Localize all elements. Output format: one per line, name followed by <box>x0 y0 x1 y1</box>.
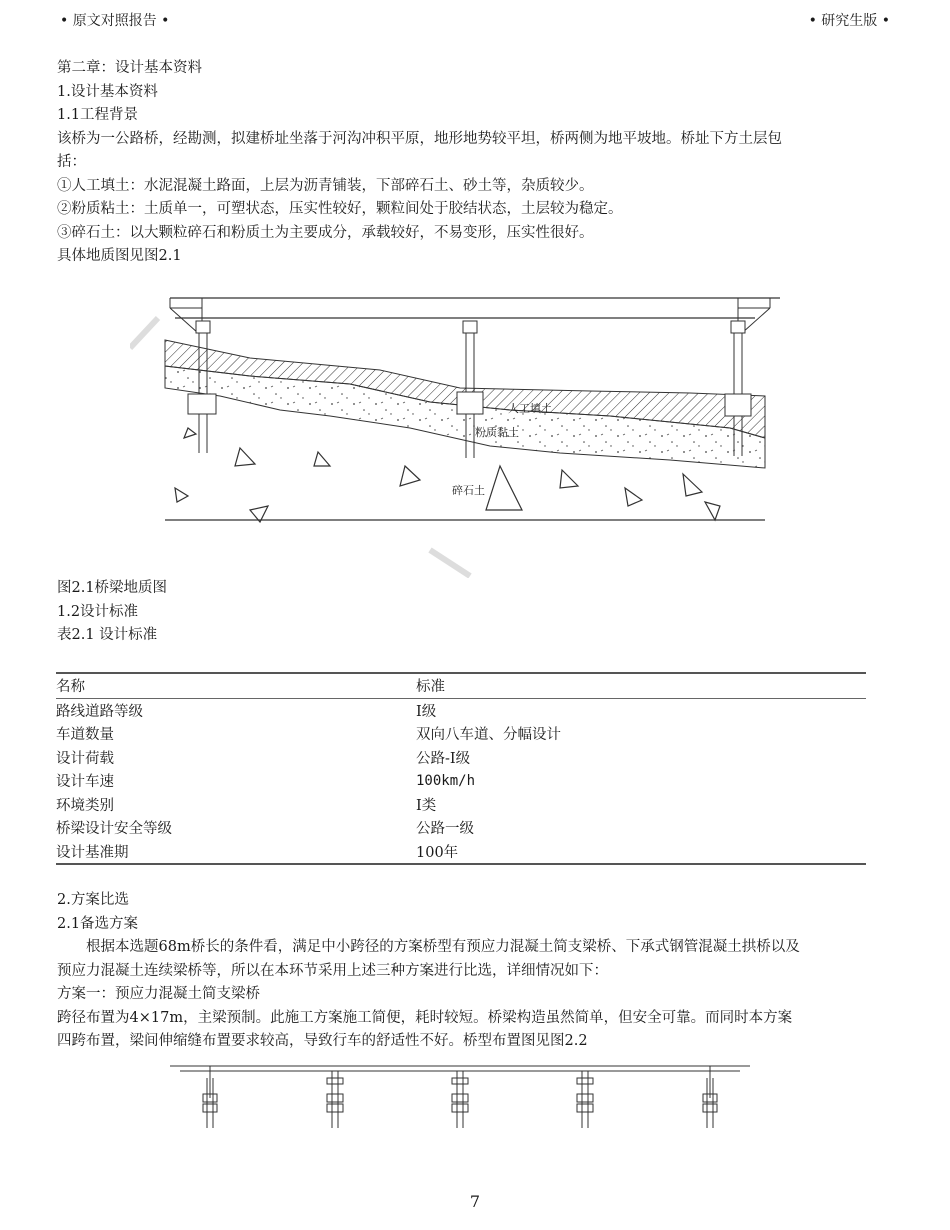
header-standard: 标准 <box>416 679 445 696</box>
table-row <box>56 769 866 793</box>
cell: 桥梁设计安全等级 <box>56 821 172 838</box>
header-left: • 原文对照报告 • <box>60 13 170 29</box>
paragraph-2-line-2: 四跨布置，梁间伸缩缝布置要求较高，导致行车的舒适性不好。桥型布置图见图2.2 <box>57 1033 588 1049</box>
design-standards-table <box>56 672 866 865</box>
header-right: • 研究生版 • <box>808 13 890 29</box>
header-name: 名称 <box>56 679 85 696</box>
intro-line-2: 括： <box>57 154 86 170</box>
plan-1-title: 方案一：预应力混凝土简支梁桥 <box>57 986 260 1002</box>
section-1 <box>57 57 877 269</box>
cell: 公路-Ⅰ级 <box>416 750 471 767</box>
table-row <box>56 722 866 746</box>
geology-figure <box>130 288 780 578</box>
table-row <box>56 698 866 722</box>
paragraph-1-line-2: 预应力混凝土连续梁桥等，所以在本环节采用上述三种方案进行比选，详细情况如下： <box>57 962 608 979</box>
section-1-2 <box>57 577 877 648</box>
cell: 100km/h <box>416 772 476 789</box>
heading-2: 2.方案比选 <box>57 892 129 908</box>
section-2 <box>57 889 877 1054</box>
paragraph-1-line-1: 根据本选题68m桥长的条件看，满足中小跨径的方案桥型有预应力混凝土简支梁桥、下承式钢管混凝土拱桥以及 <box>86 939 800 955</box>
figure-caption: 图2.1桥梁地质图 <box>57 580 168 596</box>
heading-1-1: 1.1工程背景 <box>57 107 139 123</box>
table-header-row <box>56 673 866 698</box>
intro-line-1: 该桥为一公路桥，经勘测，拟建桥址坐落于河沟冲积平原，地形地势较平坦，桥两侧为地平坡地。桥址下方土层包 <box>57 130 782 147</box>
heading-2-1: 2.1备选方案 <box>57 915 139 932</box>
cell: 环境类别 <box>56 797 114 814</box>
table-row <box>56 746 866 770</box>
cell: 设计基准期 <box>56 844 129 861</box>
label-clay: 粉质黏土 <box>475 426 519 439</box>
heading-1-2: 1.2设计标准 <box>57 603 139 620</box>
label-fill: 人工填土 <box>508 402 552 415</box>
cell: I类 <box>416 797 437 814</box>
table-row <box>56 816 866 840</box>
soil-item-2: ②粉质粘土：土质单一，可塑状态，压实性较好，颗粒间处于胶结状态，土层较为稳定。 <box>57 201 623 217</box>
table-caption: 表2.1 设计标准 <box>57 627 158 643</box>
paragraph-2-line-1: 跨径布置为4×17m，主梁预制。此施工方案施工简便，耗时较短。桥梁构造虽然简单，但安全可靠。而同时本方案 <box>57 1009 793 1026</box>
cell: 设计荷载 <box>56 750 114 767</box>
figure-ref: 具体地质图见图2.1 <box>57 248 182 264</box>
cell: 设计车速 <box>56 774 114 791</box>
cell: 路线道路等级 <box>56 703 143 720</box>
label-gravel: 碎石土 <box>452 484 485 497</box>
table-row <box>56 840 866 865</box>
heading-1: 1.设计基本资料 <box>57 83 158 100</box>
cell: 车道数量 <box>56 727 114 744</box>
bridge-layout-figure <box>160 1058 760 1143</box>
cell: 公路一级 <box>416 821 474 838</box>
cell: I级 <box>416 703 437 720</box>
soil-item-1: ①人工填土：水泥混凝土路面，上层为沥青铺装，下部碎石土、砂土等，杂质较少。 <box>57 177 594 194</box>
chapter-title: 第二章：设计基本资料 <box>57 60 202 76</box>
table-row <box>56 793 866 817</box>
page-number: 7 <box>469 1192 481 1211</box>
cell: 100年 <box>416 844 459 861</box>
cell: 双向八车道、分幅设计 <box>416 727 561 744</box>
soil-item-3: ③碎石土：以大颗粒碎石和粉质土为主要成分，承载较好，不易变形，压实性很好。 <box>57 224 594 241</box>
